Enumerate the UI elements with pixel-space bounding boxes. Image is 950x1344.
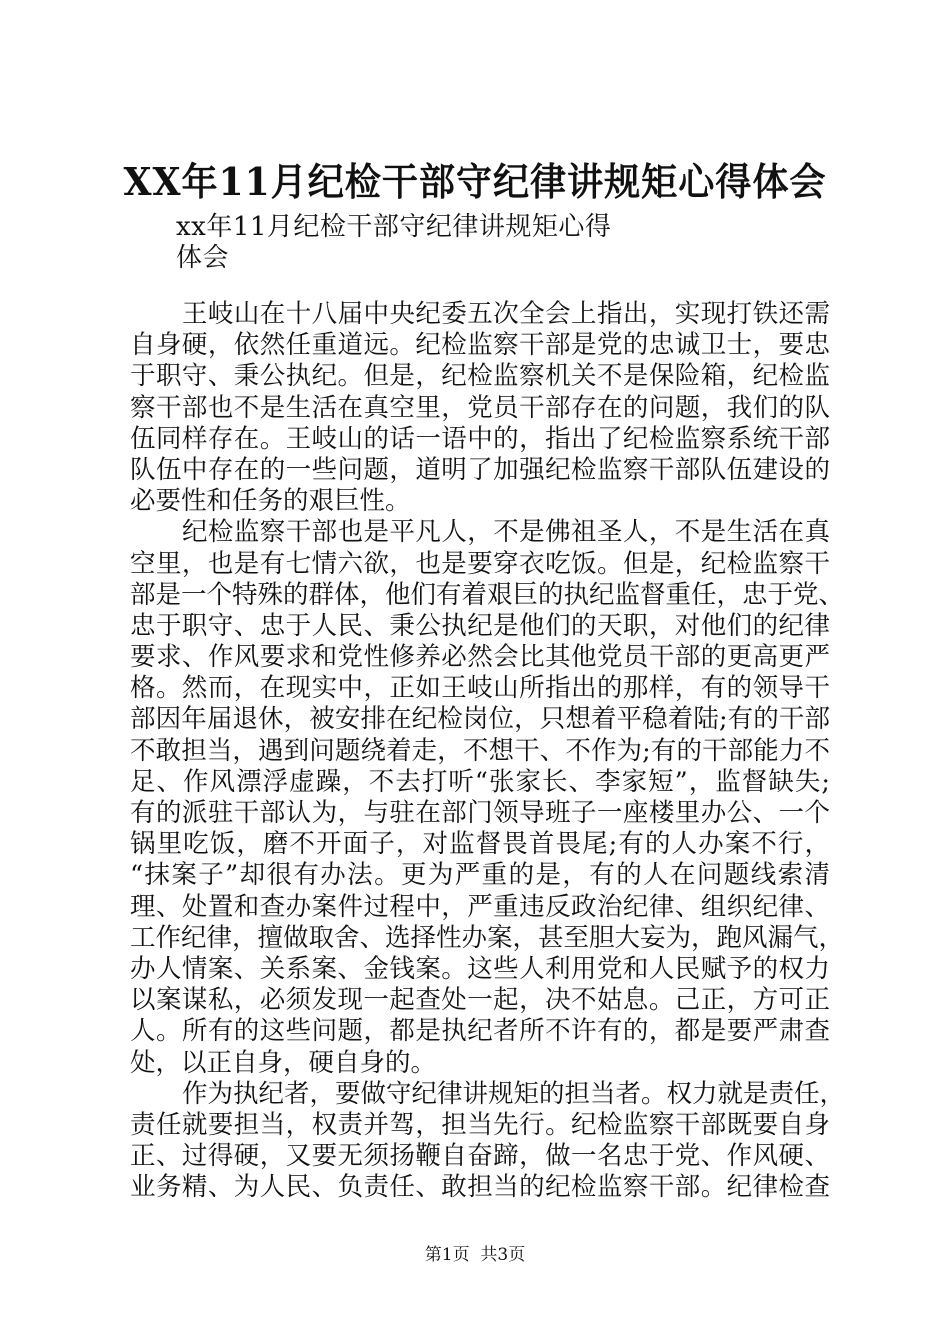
- paragraph-line: 工作纪律，擅做取舍、选择性办案，甚至胆大妄为，跑风漏气，: [130, 922, 845, 953]
- paragraph-line: 纪检监察干部也是平凡人，不是佛祖圣人，不是生活在真: [182, 517, 830, 548]
- paragraph-line: 队伍中存在的一些问题，道明了加强纪检监察干部队伍建设的: [130, 454, 830, 485]
- paragraph-line: 业务精、为人民、负责任、敢担当的纪检监察干部。纪律检查: [130, 1172, 830, 1203]
- paragraph-line: “抹案子”却很有办法。更为严重的是，有的人在问题线索清: [130, 860, 830, 891]
- subtitle-line: 体会: [176, 243, 230, 273]
- paragraph-line: 不敢担当，遇到问题绕着走，不想干、不作为;有的干部能力不: [130, 735, 830, 766]
- paragraph-line: 要求、作风要求和党性修养必然会比其他党员干部的更高更严: [130, 642, 830, 673]
- paragraph-line: 锅里吃饭，磨不开面子，对监督畏首畏尾;有的人办案不行，: [130, 829, 830, 860]
- paragraph-line: 部是一个特殊的群体，他们有着艰巨的执纪监督重任，忠于党、: [130, 579, 845, 610]
- paragraph-line: 人。所有的这些问题，都是执纪者所不许有的，都是要严肃查: [130, 1016, 830, 1047]
- paragraph-line: 处，以正自身，硬自身的。: [130, 1047, 437, 1078]
- paragraph-line: 伍同样存在。王岐山的话一语中的，指出了纪检监察系统干部: [130, 423, 830, 454]
- body-text: [130, 299, 846, 1203]
- paragraph-line: 有的派驻干部认为，与驻在部门领导班子一座楼里办公、一个: [130, 798, 830, 828]
- paragraph-line: 于职守、秉公执纪。但是，纪检监察机关不是保险箱，纪检监: [130, 361, 830, 392]
- paragraph-line: 办人情案、关系案、金钱案。这些人利用党和人民赋予的权力: [130, 953, 830, 984]
- subtitle-line: xx年11月纪检干部守纪律讲规矩心得: [176, 212, 612, 242]
- paragraph-line: 必要性和任务的艰巨性。: [130, 486, 411, 517]
- paragraph-line: 以案谋私，必须发现一起查处一起，决不姑息。己正，方可正: [130, 985, 830, 1016]
- paragraph-line: 自身硬，依然任重道远。纪检监察干部是党的忠诚卫士，要忠: [130, 330, 830, 361]
- paragraph-line: 部因年届退休，被安排在纪检岗位，只想着平稳着陆;有的干部: [130, 704, 830, 735]
- paragraph-line: 忠于职守、忠于人民、秉公执纪是他们的天职，对他们的纪律: [130, 610, 830, 641]
- paragraph-line: 王岐山在十八届中央纪委五次全会上指出，实现打铁还需: [182, 299, 830, 329]
- paragraph-line: 责任就要担当，权责并驾，担当先行。纪检监察干部既要自身: [130, 1109, 830, 1140]
- paragraph-line: 空里，也是有七情六欲，也是要穿衣吃饭。但是，纪检监察干: [130, 548, 830, 579]
- paragraph-line: 正、过得硬，又要无须扬鞭自奋蹄，做一名忠于党、作风硬、: [130, 1141, 830, 1172]
- page-footer: 第1页 共3页: [424, 1245, 526, 1265]
- page-title: XX年11月纪检干部守纪律讲规矩心得体会: [123, 159, 827, 204]
- paragraph-line: 足、作风漂浮虚躁，不去打听“张家长、李家短”，监督缺失;: [130, 766, 830, 797]
- paragraph-line: 察干部也不是生活在真空里，党员干部存在的问题，我们的队: [130, 392, 830, 423]
- paragraph-line: 作为执纪者，要做守纪律讲规矩的担当者。权力就是责任，: [182, 1078, 846, 1109]
- paragraph-line: 理、处置和查办案件过程中，严重违反政治纪律、组织纪律、: [130, 891, 830, 922]
- paragraph-line: 格。然而，在现实中，正如王岐山所指出的那样，有的领导干: [130, 673, 830, 704]
- subtitle: [176, 212, 796, 274]
